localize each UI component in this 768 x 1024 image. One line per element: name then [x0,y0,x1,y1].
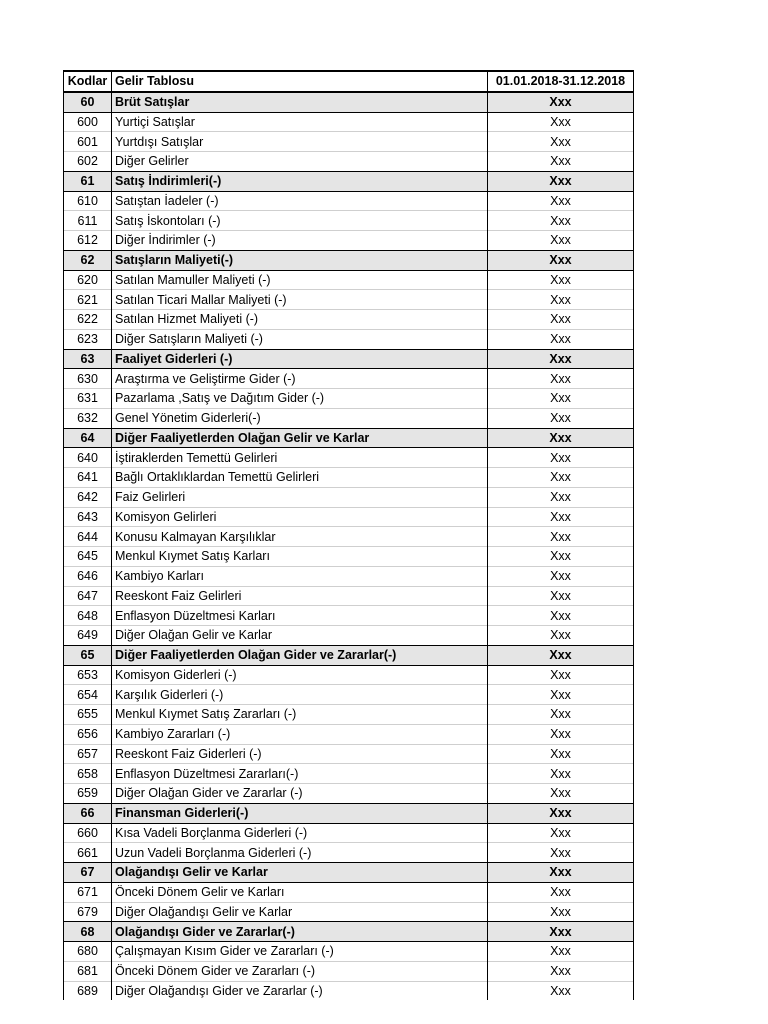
row-value: Xxx [488,290,634,310]
row-name: Diğer Faaliyetlerden Olağan Gider ve Zararlar(-) [112,645,488,665]
table-row [64,231,634,251]
row-value: Xxx [488,152,634,172]
row-name: Diğer Faaliyetlerden Olağan Gelir ve Karlar [112,428,488,448]
row-name: İştiraklerden Temettü Gelirleri [112,448,488,468]
table-body [64,71,634,1000]
table-row [64,310,634,330]
row-value: Xxx [488,408,634,428]
row-value: Xxx [488,981,634,1000]
table-row [64,902,634,922]
row-name: Enflasyon Düzeltmesi Karları [112,606,488,626]
table-row [64,665,634,685]
row-value: Xxx [488,764,634,784]
table-row [64,132,634,152]
table-row [64,685,634,705]
row-code: 600 [64,112,112,132]
row-value: Xxx [488,645,634,665]
row-value: Xxx [488,942,634,962]
row-name: Kısa Vadeli Borçlanma Giderleri (-) [112,823,488,843]
table-row [64,784,634,804]
table-row [64,211,634,231]
table-row [64,487,634,507]
row-code: 630 [64,369,112,389]
row-code: 681 [64,961,112,981]
row-code: 644 [64,527,112,547]
row-code: 642 [64,487,112,507]
row-value: Xxx [488,448,634,468]
row-value: Xxx [488,961,634,981]
row-name: Karşılık Giderleri (-) [112,685,488,705]
header-name: Gelir Tablosu [112,71,488,92]
group-row [64,171,634,191]
table-row [64,566,634,586]
row-value: Xxx [488,250,634,270]
row-name: Önceki Dönem Gider ve Zararları (-) [112,961,488,981]
row-value: Xxx [488,468,634,488]
row-name: Komisyon Giderleri (-) [112,665,488,685]
table-row [64,408,634,428]
row-code: 623 [64,329,112,349]
row-code: 649 [64,626,112,646]
row-value: Xxx [488,507,634,527]
row-value: Xxx [488,171,634,191]
row-value: Xxx [488,349,634,369]
row-code: 689 [64,981,112,1000]
row-name: Satıştan İadeler (-) [112,191,488,211]
table-row [64,843,634,863]
row-value: Xxx [488,191,634,211]
row-code: 610 [64,191,112,211]
row-code: 645 [64,547,112,567]
table-row [64,981,634,1000]
row-name: Faiz Gelirleri [112,487,488,507]
table-row [64,112,634,132]
table-row [64,448,634,468]
row-value: Xxx [488,92,634,112]
row-name: Diğer Olağandışı Gider ve Zararlar (-) [112,981,488,1000]
row-code: 64 [64,428,112,448]
row-name: Finansman Giderleri(-) [112,803,488,823]
row-value: Xxx [488,784,634,804]
table-row [64,507,634,527]
row-value: Xxx [488,270,634,290]
table-row [64,547,634,567]
row-code: 611 [64,211,112,231]
group-row [64,349,634,369]
row-name: Komisyon Gelirleri [112,507,488,527]
row-name: Satılan Hizmet Maliyeti (-) [112,310,488,330]
row-code: 612 [64,231,112,251]
table-row [64,744,634,764]
row-name: Satışların Maliyeti(-) [112,250,488,270]
row-name: Bağlı Ortaklıklardan Temettü Gelirleri [112,468,488,488]
group-row [64,863,634,883]
row-code: 68 [64,922,112,942]
row-name: Reeskont Faiz Giderleri (-) [112,744,488,764]
row-name: Reeskont Faiz Gelirleri [112,586,488,606]
row-code: 61 [64,171,112,191]
row-name: Genel Yönetim Giderleri(-) [112,408,488,428]
row-name: Araştırma ve Geliştirme Gider (-) [112,369,488,389]
row-value: Xxx [488,823,634,843]
row-code: 62 [64,250,112,270]
row-code: 646 [64,566,112,586]
row-name: Önceki Dönem Gelir ve Karları [112,882,488,902]
row-value: Xxx [488,724,634,744]
row-value: Xxx [488,487,634,507]
table-row [64,626,634,646]
row-code: 658 [64,764,112,784]
group-row [64,645,634,665]
row-value: Xxx [488,389,634,409]
table-row [64,389,634,409]
row-value: Xxx [488,922,634,942]
row-code: 654 [64,685,112,705]
row-name: Faaliyet Giderleri (-) [112,349,488,369]
row-code: 671 [64,882,112,902]
row-name: Olağandışı Gider ve Zararlar(-) [112,922,488,942]
income-statement-table [63,70,634,1000]
row-name: Diğer İndirimler (-) [112,231,488,251]
row-value: Xxx [488,863,634,883]
row-name: Kambiyo Zararları (-) [112,724,488,744]
group-row [64,250,634,270]
row-code: 620 [64,270,112,290]
row-value: Xxx [488,586,634,606]
table-row [64,724,634,744]
row-value: Xxx [488,547,634,567]
row-name: Uzun Vadeli Borçlanma Giderleri (-) [112,843,488,863]
row-value: Xxx [488,428,634,448]
row-value: Xxx [488,606,634,626]
table-row [64,882,634,902]
row-code: 601 [64,132,112,152]
row-value: Xxx [488,112,634,132]
row-value: Xxx [488,626,634,646]
row-name: Brüt Satışlar [112,92,488,112]
row-name: Menkul Kıymet Satış Zararları (-) [112,705,488,725]
row-name: Pazarlama ,Satış ve Dağıtım Gider (-) [112,389,488,409]
row-name: Kambiyo Karları [112,566,488,586]
row-code: 602 [64,152,112,172]
row-name: Çalışmayan Kısım Gider ve Zararları (-) [112,942,488,962]
row-value: Xxx [488,132,634,152]
row-value: Xxx [488,665,634,685]
row-name: Satış İskontoları (-) [112,211,488,231]
group-row [64,922,634,942]
row-code: 680 [64,942,112,962]
row-name: Yurtiçi Satışlar [112,112,488,132]
row-value: Xxx [488,566,634,586]
table-row [64,468,634,488]
row-code: 632 [64,408,112,428]
row-value: Xxx [488,902,634,922]
table-row [64,527,634,547]
header-period: 01.01.2018-31.12.2018 [488,71,634,92]
table-row [64,152,634,172]
row-name: Satış İndirimleri(-) [112,171,488,191]
row-code: 661 [64,843,112,863]
row-code: 648 [64,606,112,626]
table-row [64,329,634,349]
row-code: 60 [64,92,112,112]
table-row [64,290,634,310]
row-code: 65 [64,645,112,665]
row-value: Xxx [488,882,634,902]
row-code: 66 [64,803,112,823]
row-code: 631 [64,389,112,409]
table-row [64,823,634,843]
row-value: Xxx [488,369,634,389]
row-code: 659 [64,784,112,804]
row-code: 647 [64,586,112,606]
row-code: 655 [64,705,112,725]
row-name: Konusu Kalmayan Karşılıklar [112,527,488,547]
row-value: Xxx [488,744,634,764]
row-code: 622 [64,310,112,330]
row-code: 63 [64,349,112,369]
row-name: Olağandışı Gelir ve Karlar [112,863,488,883]
row-value: Xxx [488,843,634,863]
row-name: Diğer Gelirler [112,152,488,172]
row-name: Yurtdışı Satışlar [112,132,488,152]
row-name: Satılan Ticari Mallar Maliyeti (-) [112,290,488,310]
header-code: Kodlar [64,71,112,92]
group-row [64,92,634,112]
row-value: Xxx [488,803,634,823]
row-code: 641 [64,468,112,488]
row-name: Diğer Satışların Maliyeti (-) [112,329,488,349]
row-name: Menkul Kıymet Satış Karları [112,547,488,567]
row-value: Xxx [488,527,634,547]
row-value: Xxx [488,329,634,349]
table-row [64,586,634,606]
row-value: Xxx [488,685,634,705]
row-name: Satılan Mamuller Maliyeti (-) [112,270,488,290]
row-code: 656 [64,724,112,744]
row-name: Diğer Olağan Gelir ve Karlar [112,626,488,646]
table-row [64,191,634,211]
header-row [64,71,634,92]
row-name: Enflasyon Düzeltmesi Zararları(-) [112,764,488,784]
row-code: 653 [64,665,112,685]
table-row [64,369,634,389]
row-code: 640 [64,448,112,468]
row-code: 621 [64,290,112,310]
group-row [64,803,634,823]
row-name: Diğer Olağan Gider ve Zararlar (-) [112,784,488,804]
row-code: 643 [64,507,112,527]
table-row [64,606,634,626]
row-value: Xxx [488,705,634,725]
row-value: Xxx [488,231,634,251]
table-row [64,270,634,290]
table-row [64,764,634,784]
row-code: 67 [64,863,112,883]
row-code: 657 [64,744,112,764]
row-value: Xxx [488,310,634,330]
row-code: 660 [64,823,112,843]
table-row [64,942,634,962]
table-row [64,705,634,725]
row-value: Xxx [488,211,634,231]
group-row [64,428,634,448]
row-code: 679 [64,902,112,922]
row-name: Diğer Olağandışı Gelir ve Karlar [112,902,488,922]
table-row [64,961,634,981]
